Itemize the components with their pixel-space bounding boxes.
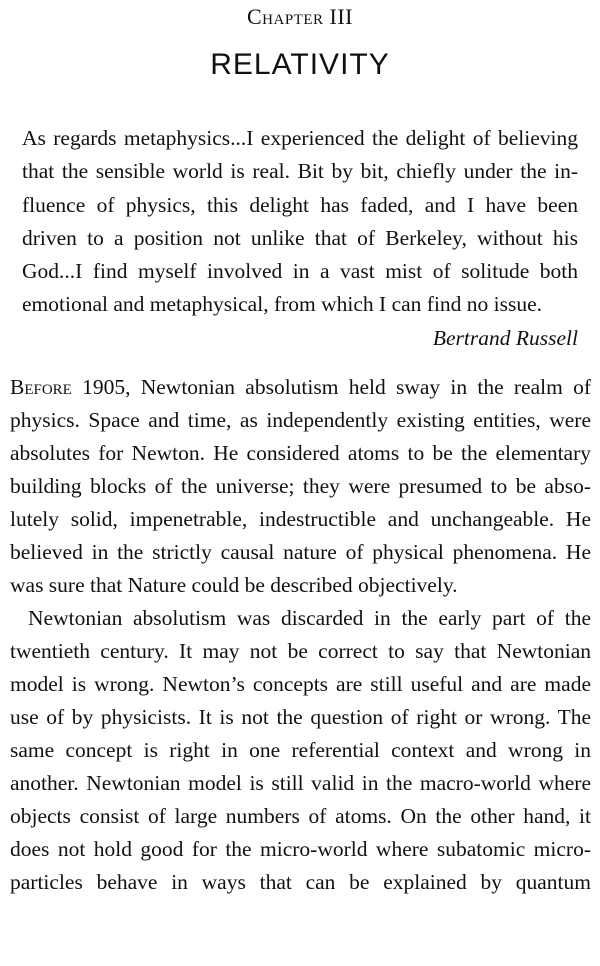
paragraph-line: Newtonian absolutism was discarded in the early part of the — [28, 606, 591, 630]
epigraph-line: As regards metaphysics...I experienced the delight of believing — [22, 126, 578, 150]
paragraph-line: particles behave in ways that can be explained by quantum — [10, 870, 591, 894]
paragraph-line: lutely solid, impenetrable, indestructible and unchangeable. He — [10, 507, 591, 531]
epigraph-attribution: Bertrand Russell — [432, 326, 578, 350]
epigraph-line: emotional and metaphysical, from which I can find no issue. — [22, 292, 543, 316]
paragraph-line: was sure that Nature could be described objectively. — [10, 573, 458, 597]
lead-in-small-caps: Before — [10, 375, 72, 399]
paragraph-line: believed in the strictly causal nature of physical phenomena. He — [10, 540, 591, 564]
paragraph-line: absolutes for Newton. He considered atoms to be the elementary — [10, 441, 591, 465]
chapter-title: RELATIVITY — [210, 48, 390, 81]
epigraph-line: driven to a position not unlike that of Berkeley, without his — [22, 226, 578, 250]
epigraph-line: fluence of physics, this delight has faded, and I have been — [22, 193, 578, 217]
paragraph-line-text: 1905, Newtonian absolutism held sway in the realm of — [71, 375, 591, 399]
epigraph-line: God...I find myself involved in a vast mist of solitude both — [22, 259, 578, 283]
chapter-label: Chapter III — [247, 4, 353, 29]
paragraph-line: does not hold good for the micro-world where subatomic micro- — [10, 837, 591, 861]
paragraph-line — [10, 375, 591, 399]
paragraph-line: another. Newtonian model is still valid in the macro-world where — [10, 771, 591, 795]
paragraph-line: objects consist of large numbers of atoms. On the other hand, it — [10, 804, 591, 828]
paragraph-line: building blocks of the universe; they were presumed to be abso- — [10, 474, 591, 498]
paragraph-line: same concept is right in one referential context and wrong in — [10, 738, 591, 762]
paragraph-line: model is wrong. Newton’s concepts are still useful and are made — [10, 672, 591, 696]
paragraph-line: twentieth century. It may not be correct to say that Newtonian — [10, 639, 591, 663]
epigraph-line: that the sensible world is real. Bit by bit, chiefly under the in- — [22, 159, 578, 183]
paragraph-line: physics. Space and time, as independently existing entities, were — [10, 408, 591, 432]
paragraph-line: use of by physicists. It is not the question of right or wrong. The — [10, 705, 591, 729]
